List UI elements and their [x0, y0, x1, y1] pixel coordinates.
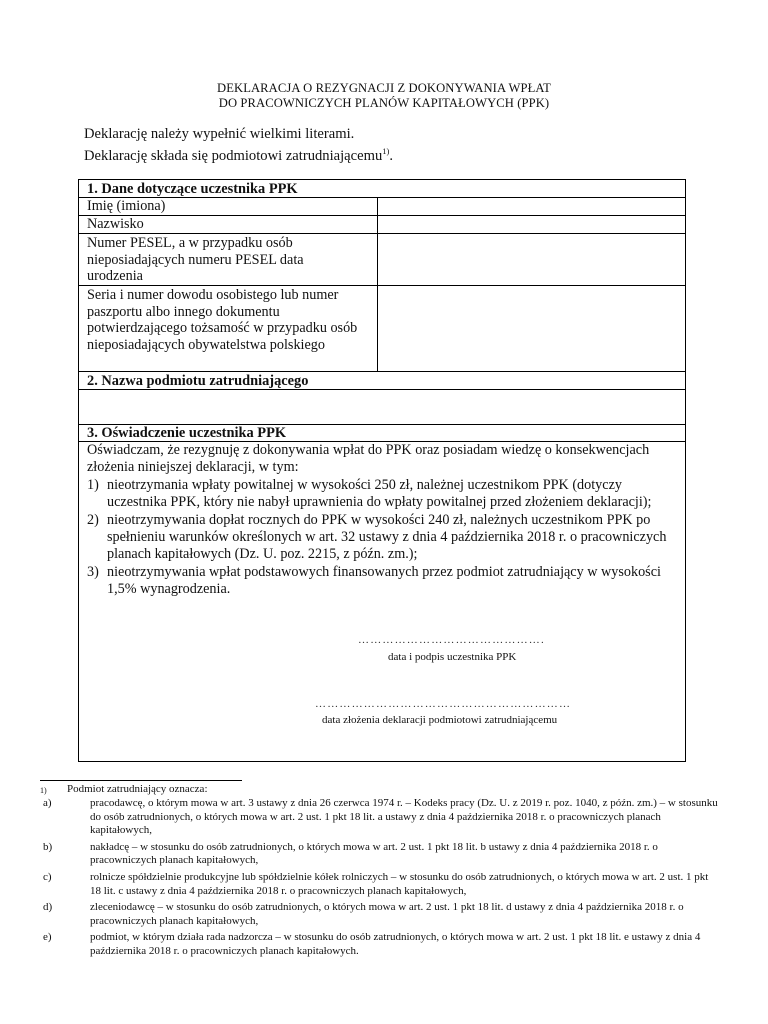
- statement-item-text: nieotrzymania wpłaty powitalnej w wysokości 250 zł, należnej uczestnikom PPK (dotyczy uczestnika PPK, który nie nabył uprawnienia do wpłaty powitalnej przed złożeniem deklaracji);: [107, 476, 652, 511]
- footnote-reference: 1): [382, 146, 390, 156]
- footnote-item-letter: b): [43, 840, 53, 853]
- footnote-item: [40, 841, 720, 868]
- footnote-separator: [40, 780, 242, 781]
- submission-date-line[interactable]: ………………………………………………………: [315, 698, 572, 710]
- intro-line-2: [84, 143, 393, 165]
- statement-item-text: nieotrzymywania dopłat rocznych do PPK w wysokości 240 zł, należnych uczestnikom PPK po spełnieniu warunków określonych w art. 32 ustawy z dnia 4 października 2018 r. o pracowniczych planach kapitałowych (Dz. U. poz. 2215, z późn. zm.);: [107, 511, 667, 563]
- statement-item-text: nieotrzymywania wpłat podstawowych finansowanych przez podmiot zatrudniający w wysokości 1,5% wynagrodzenia.: [107, 563, 661, 598]
- statement-item-number: 1): [87, 476, 99, 493]
- footnote-item-text: rolnicze spółdzielnie produkcyjne lub spółdzielnie kółek rolniczych – w stosunku do osób zatrudnionych, o których mowa w art. 2 ust. 1 pkt 18 lit. c ustawy z dnia 4 października 2018 r. o pracowniczych planach kapitałowych,: [90, 870, 709, 897]
- column-divider: [377, 197, 378, 371]
- section-1-header: 1. Dane dotyczące uczestnika PPK: [87, 181, 298, 197]
- label-last-name: Nazwisko: [87, 216, 144, 232]
- label-pesel: Numer PESEL, a w przypadku osób nieposiadających numeru PESEL data urodzenia: [87, 235, 304, 285]
- footnote-item-text: pracodawcę, o którym mowa w art. 3 ustawy z dnia 26 czerwca 1974 r. – Kodeks pracy (Dz. U. z 2019 r. poz. 1040, z późn. zm.) – w stosunku do osób zatrudnionych, o których mowa w art. 2 ust. 1 pkt 18 lit. a ustawy z dnia 4 października 2018 r. o pracowniczych planach kapitałowych,: [90, 797, 718, 837]
- footnote-item-text: zleceniodawcę – w stosunku do osób zatrudnionych, o których mowa w art. 2 ust. 1 pkt 18 lit. d ustawy z dnia 4 października 2018 r. o pracowniczych planach kapitałowych,: [90, 901, 684, 927]
- statement-item-number: 3): [87, 563, 99, 580]
- label-first-name: Imię (imiona): [87, 198, 166, 214]
- footnote-item-letter: c): [43, 870, 52, 883]
- pesel-field[interactable]: [385, 235, 673, 283]
- intro-line-2-text: Deklarację składa się podmiotowi zatrudniającemu: [84, 147, 383, 164]
- footnote-item-letter: a): [43, 797, 52, 809]
- statement-item-number: 2): [87, 511, 99, 528]
- divider: [79, 285, 685, 286]
- statement-item: [87, 477, 683, 512]
- divider: [79, 233, 685, 234]
- id-document-field[interactable]: [385, 287, 673, 369]
- title-line-1: DEKLARACJA O REZYGNACJI Z DOKONYWANIA WPŁAT: [217, 81, 551, 95]
- footnote-item-text: podmiot, w którym działa rada nadzorcza – w stosunku do osób zatrudnionych, o których mowa w art. 2 ust. 1 pkt 18 lit. e ustawy z dnia 4 października 2018 r. o pracowniczych planach kapitałowych.: [90, 931, 701, 957]
- footnote-item: [40, 931, 720, 958]
- footnote-item-text: nakładcę – w stosunku do osób zatrudnionych, o których mowa w art. 2 ust. 1 pkt 18 lit. b ustawy z dnia 4 października 2018 r. o pracowniczych planach kapitałowych,: [90, 840, 658, 867]
- statement-item: [87, 512, 683, 564]
- signature-line[interactable]: ……………………………………….: [358, 634, 545, 646]
- submission-date-caption: data złożenia deklaracji podmiotowi zatrudniającemu: [322, 714, 558, 726]
- footnote-mark: 1): [40, 786, 47, 795]
- footnote-item: [40, 871, 720, 898]
- intro-line-2-end: .: [389, 147, 393, 164]
- employer-name-field[interactable]: [87, 391, 677, 421]
- statement: [87, 442, 683, 599]
- declaration-form: [78, 179, 686, 762]
- section-2-header: 2. Nazwa podmiotu zatrudniającego: [87, 373, 309, 389]
- divider: [79, 389, 685, 390]
- first-name-field[interactable]: [385, 198, 673, 214]
- footnote-item-letter: e): [43, 931, 52, 944]
- footnote-item: [40, 901, 720, 928]
- intro-line-1: Deklarację należy wypełnić wielkimi literami.: [84, 126, 355, 142]
- statement-item: [87, 564, 683, 599]
- footnote-item-letter: d): [43, 901, 53, 914]
- signature-caption: data i podpis uczestnika PPK: [388, 651, 517, 663]
- footnote-item: [40, 797, 720, 838]
- label-id-document: Seria i numer dowodu osobistego lub numer paszportu albo innego dokumentu potwierdzającego tożsamość w przypadku osób nieposiadających obywatelstwa polskiego: [87, 287, 358, 353]
- intro-text: [84, 126, 393, 165]
- title-line-2: DO PRACOWNICZYCH PLANÓW KAPITAŁOWYCH (PPK): [218, 96, 550, 110]
- statement-intro: Oświadczam, że rezygnuję z dokonywania wpłat do PPK oraz posiadam wiedzę o konsekwencjach złożenia niniejszej deklaracji, w tym:: [87, 442, 650, 476]
- footnote-list: [40, 797, 720, 962]
- footnote-intro: Podmiot zatrudniający oznacza:: [67, 783, 208, 795]
- divider: [79, 371, 685, 372]
- last-name-field[interactable]: [385, 216, 673, 232]
- document-title: [0, 81, 768, 111]
- section-3-header: 3. Oświadczenie uczestnika PPK: [87, 425, 287, 441]
